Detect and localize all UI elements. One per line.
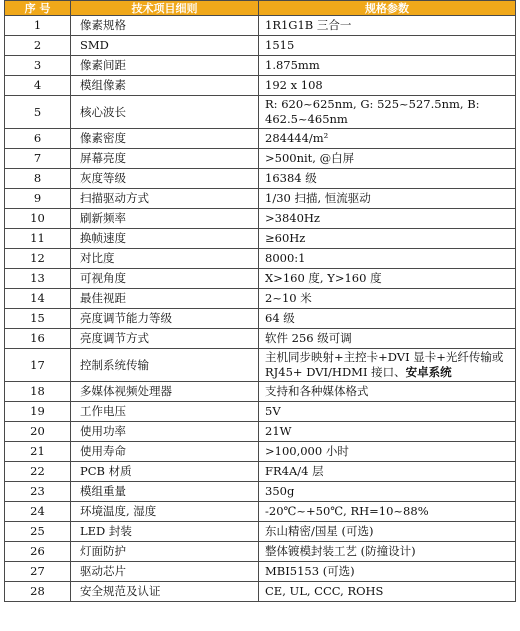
row-number: 17 [5, 349, 71, 382]
row-spec: 软件 256 级可调 [259, 329, 516, 349]
table-row [5, 349, 516, 382]
row-spec: 64 级 [259, 309, 516, 329]
row-number: 14 [5, 289, 71, 309]
row-item: 工作电压 [71, 402, 259, 422]
row-spec: 1/30 扫描, 恒流驱动 [259, 189, 516, 209]
table-row [5, 76, 516, 96]
row-item: 灯面防护 [71, 542, 259, 562]
row-spec: >500nit, @白屏 [259, 149, 516, 169]
table-header-row [5, 1, 516, 16]
row-number: 27 [5, 562, 71, 582]
row-spec: 284444/m² [259, 129, 516, 149]
table-row [5, 249, 516, 269]
row-spec: 350g [259, 482, 516, 502]
header-no: 序 号 [5, 1, 71, 16]
row-spec: 整体镀模封装工艺 (防撞设计) [259, 542, 516, 562]
row-spec: >100,000 小时 [259, 442, 516, 462]
row-spec [259, 349, 516, 382]
row-spec: >3840Hz [259, 209, 516, 229]
row-spec: MBI5153 (可选) [259, 562, 516, 582]
table-row [5, 309, 516, 329]
row-item: 像素间距 [71, 56, 259, 76]
row-item: 亮度调节能力等级 [71, 309, 259, 329]
row-spec: 1R1G1B 三合一 [259, 16, 516, 36]
table-row [5, 502, 516, 522]
row-number: 8 [5, 169, 71, 189]
row-number: 25 [5, 522, 71, 542]
row-number: 6 [5, 129, 71, 149]
row-item: 最佳视距 [71, 289, 259, 309]
row-item: 控制系统传输 [71, 349, 259, 382]
row-item: 刷新频率 [71, 209, 259, 229]
row-item: 像素规格 [71, 16, 259, 36]
row-number: 24 [5, 502, 71, 522]
row-item: 使用寿命 [71, 442, 259, 462]
table-row [5, 169, 516, 189]
table-row [5, 16, 516, 36]
row-item: 亮度调节方式 [71, 329, 259, 349]
row-number: 13 [5, 269, 71, 289]
table-row [5, 382, 516, 402]
row-spec-emphasis: 安卓系统 [405, 365, 452, 379]
row-number: 18 [5, 382, 71, 402]
row-number: 2 [5, 36, 71, 56]
table-row [5, 542, 516, 562]
row-item: 换帧速度 [71, 229, 259, 249]
table-row [5, 582, 516, 602]
row-number: 20 [5, 422, 71, 442]
row-number: 12 [5, 249, 71, 269]
row-spec: 16384 级 [259, 169, 516, 189]
table-row [5, 189, 516, 209]
row-item: 像素密度 [71, 129, 259, 149]
row-spec: X>160 度, Y>160 度 [259, 269, 516, 289]
row-number: 15 [5, 309, 71, 329]
table-row [5, 442, 516, 462]
row-number: 3 [5, 56, 71, 76]
spec-sheet [4, 0, 516, 602]
row-spec: FR4A/4 层 [259, 462, 516, 482]
table-row [5, 56, 516, 76]
table-row [5, 462, 516, 482]
row-item: 使用功率 [71, 422, 259, 442]
table-row [5, 269, 516, 289]
table-row [5, 289, 516, 309]
row-number: 4 [5, 76, 71, 96]
header-item: 技术项目细则 [71, 1, 259, 16]
row-item: LED 封装 [71, 522, 259, 542]
row-spec: CE, UL, CCC, ROHS [259, 582, 516, 602]
row-number: 7 [5, 149, 71, 169]
table-row [5, 149, 516, 169]
row-number: 28 [5, 582, 71, 602]
table-row [5, 482, 516, 502]
table-row [5, 209, 516, 229]
row-spec: 1.875mm [259, 56, 516, 76]
row-spec: 1515 [259, 36, 516, 56]
row-spec: 2~10 米 [259, 289, 516, 309]
row-item: 模组像素 [71, 76, 259, 96]
row-number: 16 [5, 329, 71, 349]
row-spec: 8000:1 [259, 249, 516, 269]
row-spec: 21W [259, 422, 516, 442]
row-number: 11 [5, 229, 71, 249]
row-spec: 5V [259, 402, 516, 422]
row-spec: 东山精密/国星 (可选) [259, 522, 516, 542]
table-row [5, 129, 516, 149]
row-item: 屏幕亮度 [71, 149, 259, 169]
row-item: 模组重量 [71, 482, 259, 502]
row-number: 26 [5, 542, 71, 562]
row-item: 对比度 [71, 249, 259, 269]
table-row [5, 522, 516, 542]
row-item: 核心波长 [71, 96, 259, 129]
row-number: 1 [5, 16, 71, 36]
row-item: 扫描驱动方式 [71, 189, 259, 209]
row-item: 驱动芯片 [71, 562, 259, 582]
row-item: PCB 材质 [71, 462, 259, 482]
row-item: 灰度等级 [71, 169, 259, 189]
row-number: 10 [5, 209, 71, 229]
table-row [5, 229, 516, 249]
row-spec: -20℃~+50℃, RH=10~88% [259, 502, 516, 522]
header-spec: 规格参数 [259, 1, 516, 16]
row-spec: R: 620~625nm, G: 525~527.5nm, B: 462.5~465nm [259, 96, 516, 129]
row-item: 多媒体视频处理器 [71, 382, 259, 402]
row-spec-text: 主机同步映射+主控卡+DVI 显卡+光纤传输或 RJ45+ DVI/HDMI 接口、 [265, 350, 504, 379]
table-row [5, 36, 516, 56]
row-item: 可视角度 [71, 269, 259, 289]
row-spec: 192 x 108 [259, 76, 516, 96]
row-item: SMD [71, 36, 259, 56]
row-number: 21 [5, 442, 71, 462]
row-number: 9 [5, 189, 71, 209]
row-item: 环境温度, 湿度 [71, 502, 259, 522]
row-number: 5 [5, 96, 71, 129]
table-row [5, 562, 516, 582]
row-item: 安全规范及认证 [71, 582, 259, 602]
row-number: 22 [5, 462, 71, 482]
table-row [5, 402, 516, 422]
row-number: 23 [5, 482, 71, 502]
table-row [5, 422, 516, 442]
table-row [5, 329, 516, 349]
row-spec: ≥60Hz [259, 229, 516, 249]
spec-table [4, 0, 516, 602]
table-row [5, 96, 516, 129]
row-number: 19 [5, 402, 71, 422]
row-spec: 支持和各种媒体格式 [259, 382, 516, 402]
